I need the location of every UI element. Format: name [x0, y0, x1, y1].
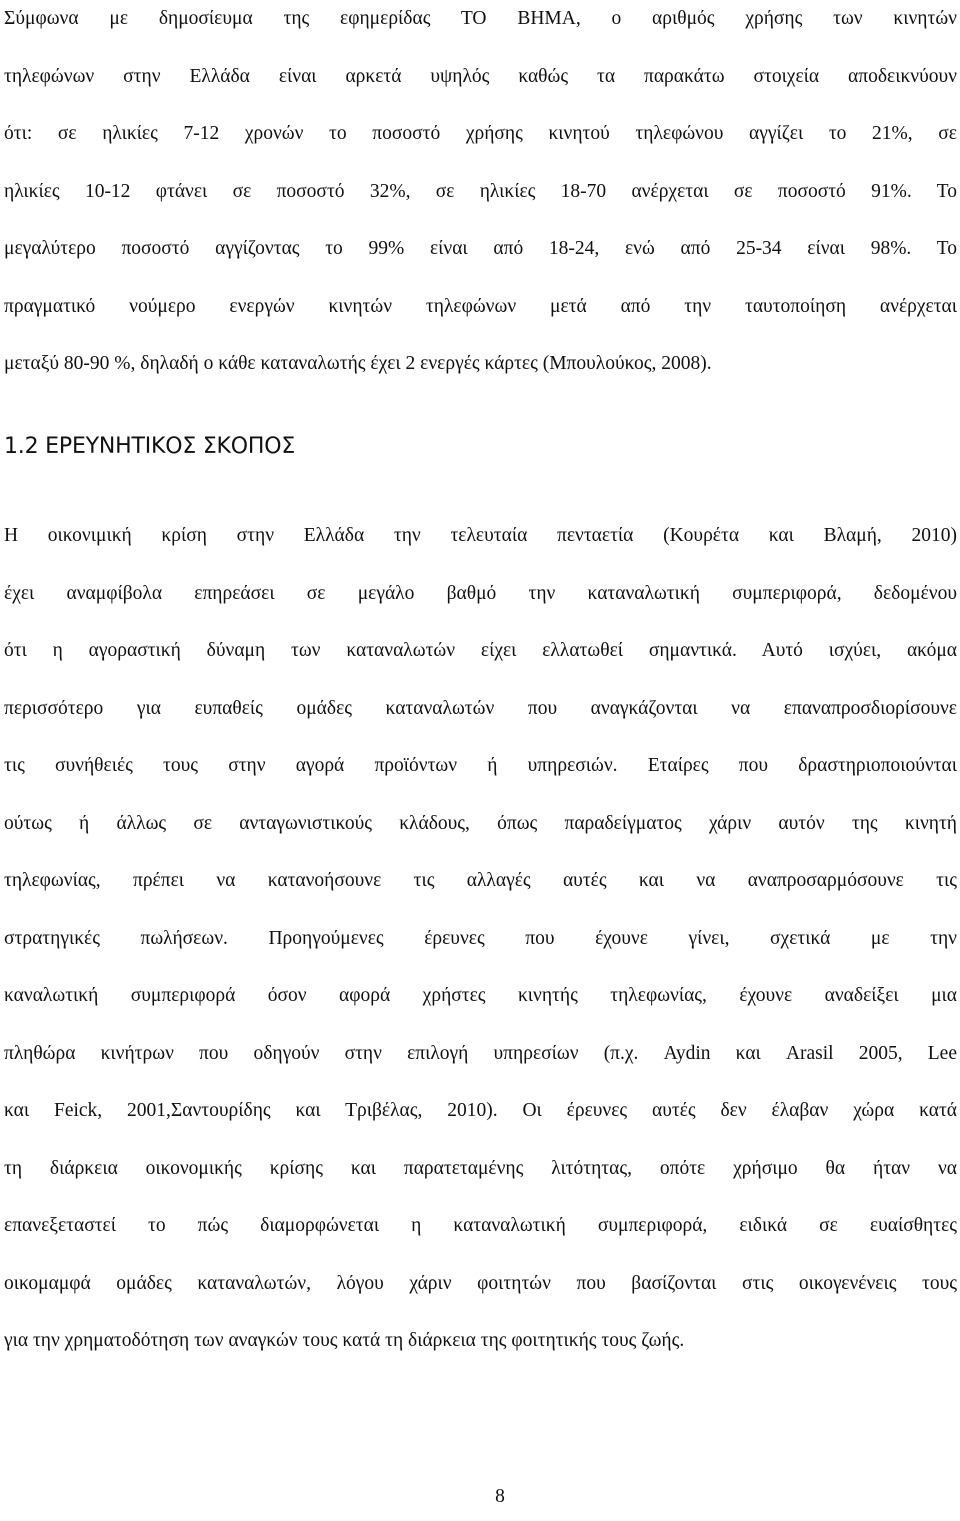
text-line: τις συνήθειές τους στην αγορά προϊόντων ή υπηρεσιών. Εταίρες που δραστηριοποιούνται [4, 755, 957, 776]
text-line: έχει αναμφίβολα επηρεάσει σε μεγάλο βαθμό την καταναλωτική συμπεριφορά, δεδομένου [4, 582, 957, 604]
paragraph-mobile-usage-statistics [4, 0, 957, 393]
text-line: τη διάρκεια οικονομικής κρίσης και παρατεταμένης λιτότητας, οπότε χρήσιμο θα ήταν να [4, 1157, 957, 1179]
text-line: ούτως ή άλλως σε ανταγωνιστικούς κλάδους, όπως παραδείγματος χάριν αυτόν της κινητή [4, 812, 957, 834]
text-line: τηλεφωνίας, πρέπει να κατανοήσουνε τις αλλαγές αυτές και να αναπροσαρμόσουνε τις [4, 870, 957, 891]
text-line: για την χρηματοδότηση των αναγκών τους κατά τη διάρκεια της φοιτητικής τους ζωής. [4, 1330, 685, 1351]
text-line: καναλωτική συμπεριφορά όσον αφορά χρήστες κινητής τηλεφωνίας, έχουνε αναδείξει μια [4, 985, 957, 1006]
text-line: μεγαλύτερο ποσοστό αγγίζοντας το 99% είναι από 18-24, ενώ από 25-34 είναι 98%. Το [4, 238, 957, 259]
section-heading: 1.2 ΕΡΕΥΝΗΤΙΚΟΣ ΣΚΟΠΟΣ [4, 434, 296, 459]
text-line: Σύμφωνα με δημοσίευμα της εφημερίδας ΤΟ ΒΗΜΑ, ο αριθμός χρήσης των κινητών [4, 8, 957, 29]
text-line: οικομαμφά ομάδες καταναλωτών, λόγου χάριν φοιτητών που βασίζονται στις οικογενένεις τους [4, 1272, 957, 1294]
text-line: τηλεφώνων στην Ελλάδα είναι αρκετά υψηλός καθώς τα παρακάτω στοιχεία αποδεικνύουν [4, 65, 957, 87]
text-line: Η οικονιμική κρίση στην Ελλάδα την τελευταία πενταετία (Κουρέτα και Βλαμή, 2010) [4, 525, 957, 546]
text-line: μεταξύ 80-90 %, δηλαδή ο κάθε καταναλωτής έχει 2 ενεργές κάρτες (Μπουλούκος, 2008). [4, 353, 712, 374]
text-line: πληθώρα κινήτρων που οδηγούν στην επιλογή υπηρεσίων (π.χ. Aydin και Arasil 2005, Lee [4, 1042, 957, 1064]
text-line: πραγματικό νούμερο ενεργών κινητών τηλεφώνων μετά από την ταυτοποίηση ανέρχεται [4, 295, 957, 317]
text-line: επανεξεταστεί το πώς διαμορφώνεται η καταναλωτική συμπεριφορά, ειδικά σε ευαίσθητες [4, 1215, 957, 1236]
paragraph-research-purpose [4, 507, 957, 1370]
text-line: ηλικίες 10-12 φτάνει σε ποσοστό 32%, σε ηλικίες 18-70 ανέρχεται σε ποσοστό 91%. Το [4, 180, 957, 202]
text-line: περισσότερο για ευπαθείς ομάδες καταναλωτών που αναγκάζονται να επαναπροσδιορίσουνε [4, 697, 957, 719]
text-line: ότι: σε ηλικίες 7-12 χρονών το ποσοστό χρήσης κινητού τηλεφώνου αγγίζει το 21%, σε [4, 123, 957, 144]
text-line: και Feick, 2001,Σαντουρίδης και Τριβέλας, 2010). Οι έρευνες αυτές δεν έλαβαν χώρα κατά [4, 1100, 957, 1121]
page-number: 8 [495, 1486, 505, 1507]
text-line: στρατηγικές πωλήσεων. Προηγούμενες έρευνες που έχουνε γίνει, σχετικά με την [4, 927, 957, 949]
text-line: ότι η αγοραστική δύναμη των καταναλωτών είχει ελλατωθεί σημαντικά. Αυτό ισχύει, ακόμα [4, 640, 957, 661]
